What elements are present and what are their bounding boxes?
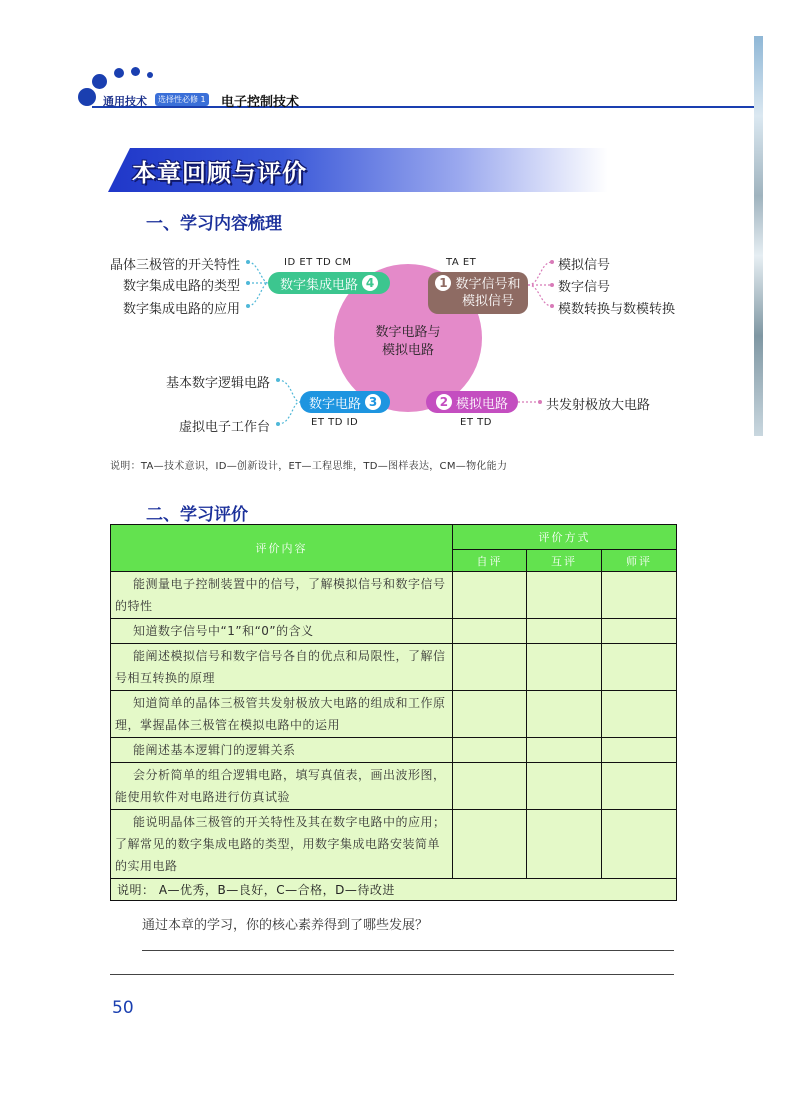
- teacher-eval-cell[interactable]: [602, 619, 677, 644]
- table-row: 会分析简单的组合逻辑电路，填写真值表，画出波形图，能使用软件对电路进行仿真试验: [111, 763, 677, 810]
- book-subtitle-badge: 选择性必修 1: [155, 93, 209, 106]
- node4-competency-tags: ID ET TD CM: [284, 257, 352, 268]
- page-number: 50: [112, 998, 134, 1018]
- node3-leaf: 虚拟电子工作台: [178, 420, 270, 435]
- header-content: 评价内容: [111, 525, 453, 572]
- header-self-eval: 自评: [453, 550, 527, 572]
- answer-line[interactable]: [142, 950, 674, 951]
- mindmap-node-analog-circuits: 2 模拟电路: [426, 391, 518, 413]
- node4-leaf: 晶体三极管的开关特性: [109, 258, 240, 273]
- peer-eval-cell[interactable]: [527, 691, 602, 738]
- table-row: 能测量电子控制装置中的信号，了解模拟信号和数字信号的特性: [111, 572, 677, 619]
- answer-line[interactable]: [110, 974, 674, 975]
- book-title: 通用技术: [103, 95, 147, 108]
- mindmap-node-integrated-circuits: 数字集成电路 4: [268, 272, 390, 294]
- node1-competency-tags: TA ET: [446, 257, 477, 268]
- mindmap-center-label: 数字电路与 模拟电路: [375, 325, 441, 358]
- table-row: 能阐述模拟信号和数字信号各自的优点和局限性，了解信号相互转换的原理: [111, 644, 677, 691]
- node4-leaf: 数字集成电路的应用: [122, 302, 240, 317]
- self-eval-cell[interactable]: [453, 644, 527, 691]
- mindmap-node-signals: 1 数字信号和 模拟信号: [428, 272, 528, 314]
- node3-leaf: 基本数字逻辑电路: [165, 376, 270, 391]
- peer-eval-cell[interactable]: [527, 644, 602, 691]
- node2-competency-tags: ET TD: [460, 417, 492, 428]
- banner-title: 本章回顾与评价: [132, 159, 307, 187]
- self-eval-cell[interactable]: [453, 572, 527, 619]
- teacher-eval-cell[interactable]: [602, 572, 677, 619]
- peer-eval-cell[interactable]: [527, 810, 602, 879]
- self-eval-cell[interactable]: [453, 810, 527, 879]
- section-title-learning-evaluation: 二、学习评价: [146, 505, 248, 525]
- table-row: 知道数字信号中“1”和“0”的含义: [111, 619, 677, 644]
- table-row: 知道简单的晶体三极管共发射极放大电路的组成和工作原理，掌握晶体三极管在模拟电路中的运用: [111, 691, 677, 738]
- peer-eval-cell[interactable]: [527, 738, 602, 763]
- peer-eval-cell[interactable]: [527, 763, 602, 810]
- chapter-name: 电子控制技术: [221, 95, 300, 110]
- self-eval-cell[interactable]: [453, 619, 527, 644]
- header-teacher-eval: 师评: [602, 550, 677, 572]
- teacher-eval-cell[interactable]: [602, 691, 677, 738]
- header-peer-eval: 互评: [527, 550, 602, 572]
- table-row: 能说明晶体三极管的开关特性及其在数字电路中的应用；了解常见的数字集成电路的类型，用数字集成电路安装简单的实用电路: [111, 810, 677, 879]
- section-title-content-review: 一、学习内容梳理: [146, 214, 282, 234]
- header-method: 评价方式: [453, 525, 677, 550]
- self-eval-cell[interactable]: [453, 691, 527, 738]
- teacher-eval-cell[interactable]: [602, 738, 677, 763]
- node1-leaf: 模拟信号: [558, 258, 611, 273]
- evaluation-table: [110, 524, 677, 901]
- teacher-eval-cell[interactable]: [602, 810, 677, 879]
- node1-leaf: 模数转换与数模转换: [558, 302, 676, 317]
- reflection-question: 通过本章的学习，你的核心素养得到了哪些发展？: [142, 918, 429, 933]
- mindmap-legend-note: 说明：TA—技术意识，ID—创新设计，ET—工程思维，TD—图样表达，CM—物化能力: [110, 461, 508, 472]
- node3-competency-tags: ET TD ID: [311, 417, 359, 428]
- node2-leaf: 共发射极放大电路: [546, 398, 651, 413]
- teacher-eval-cell[interactable]: [602, 763, 677, 810]
- table-row: 能阐述基本逻辑门的逻辑关系: [111, 738, 677, 763]
- peer-eval-cell[interactable]: [527, 619, 602, 644]
- mindmap-node-digital-circuits: 数字电路 3: [300, 391, 390, 413]
- peer-eval-cell[interactable]: [527, 572, 602, 619]
- teacher-eval-cell[interactable]: [602, 644, 677, 691]
- self-eval-cell[interactable]: [453, 763, 527, 810]
- table-grading-note: 说明： A—优秀，B—良好，C—合格，D—待改进: [111, 879, 677, 901]
- self-eval-cell[interactable]: [453, 738, 527, 763]
- node4-leaf: 数字集成电路的类型: [122, 279, 240, 294]
- node1-leaf: 数字信号: [558, 280, 611, 295]
